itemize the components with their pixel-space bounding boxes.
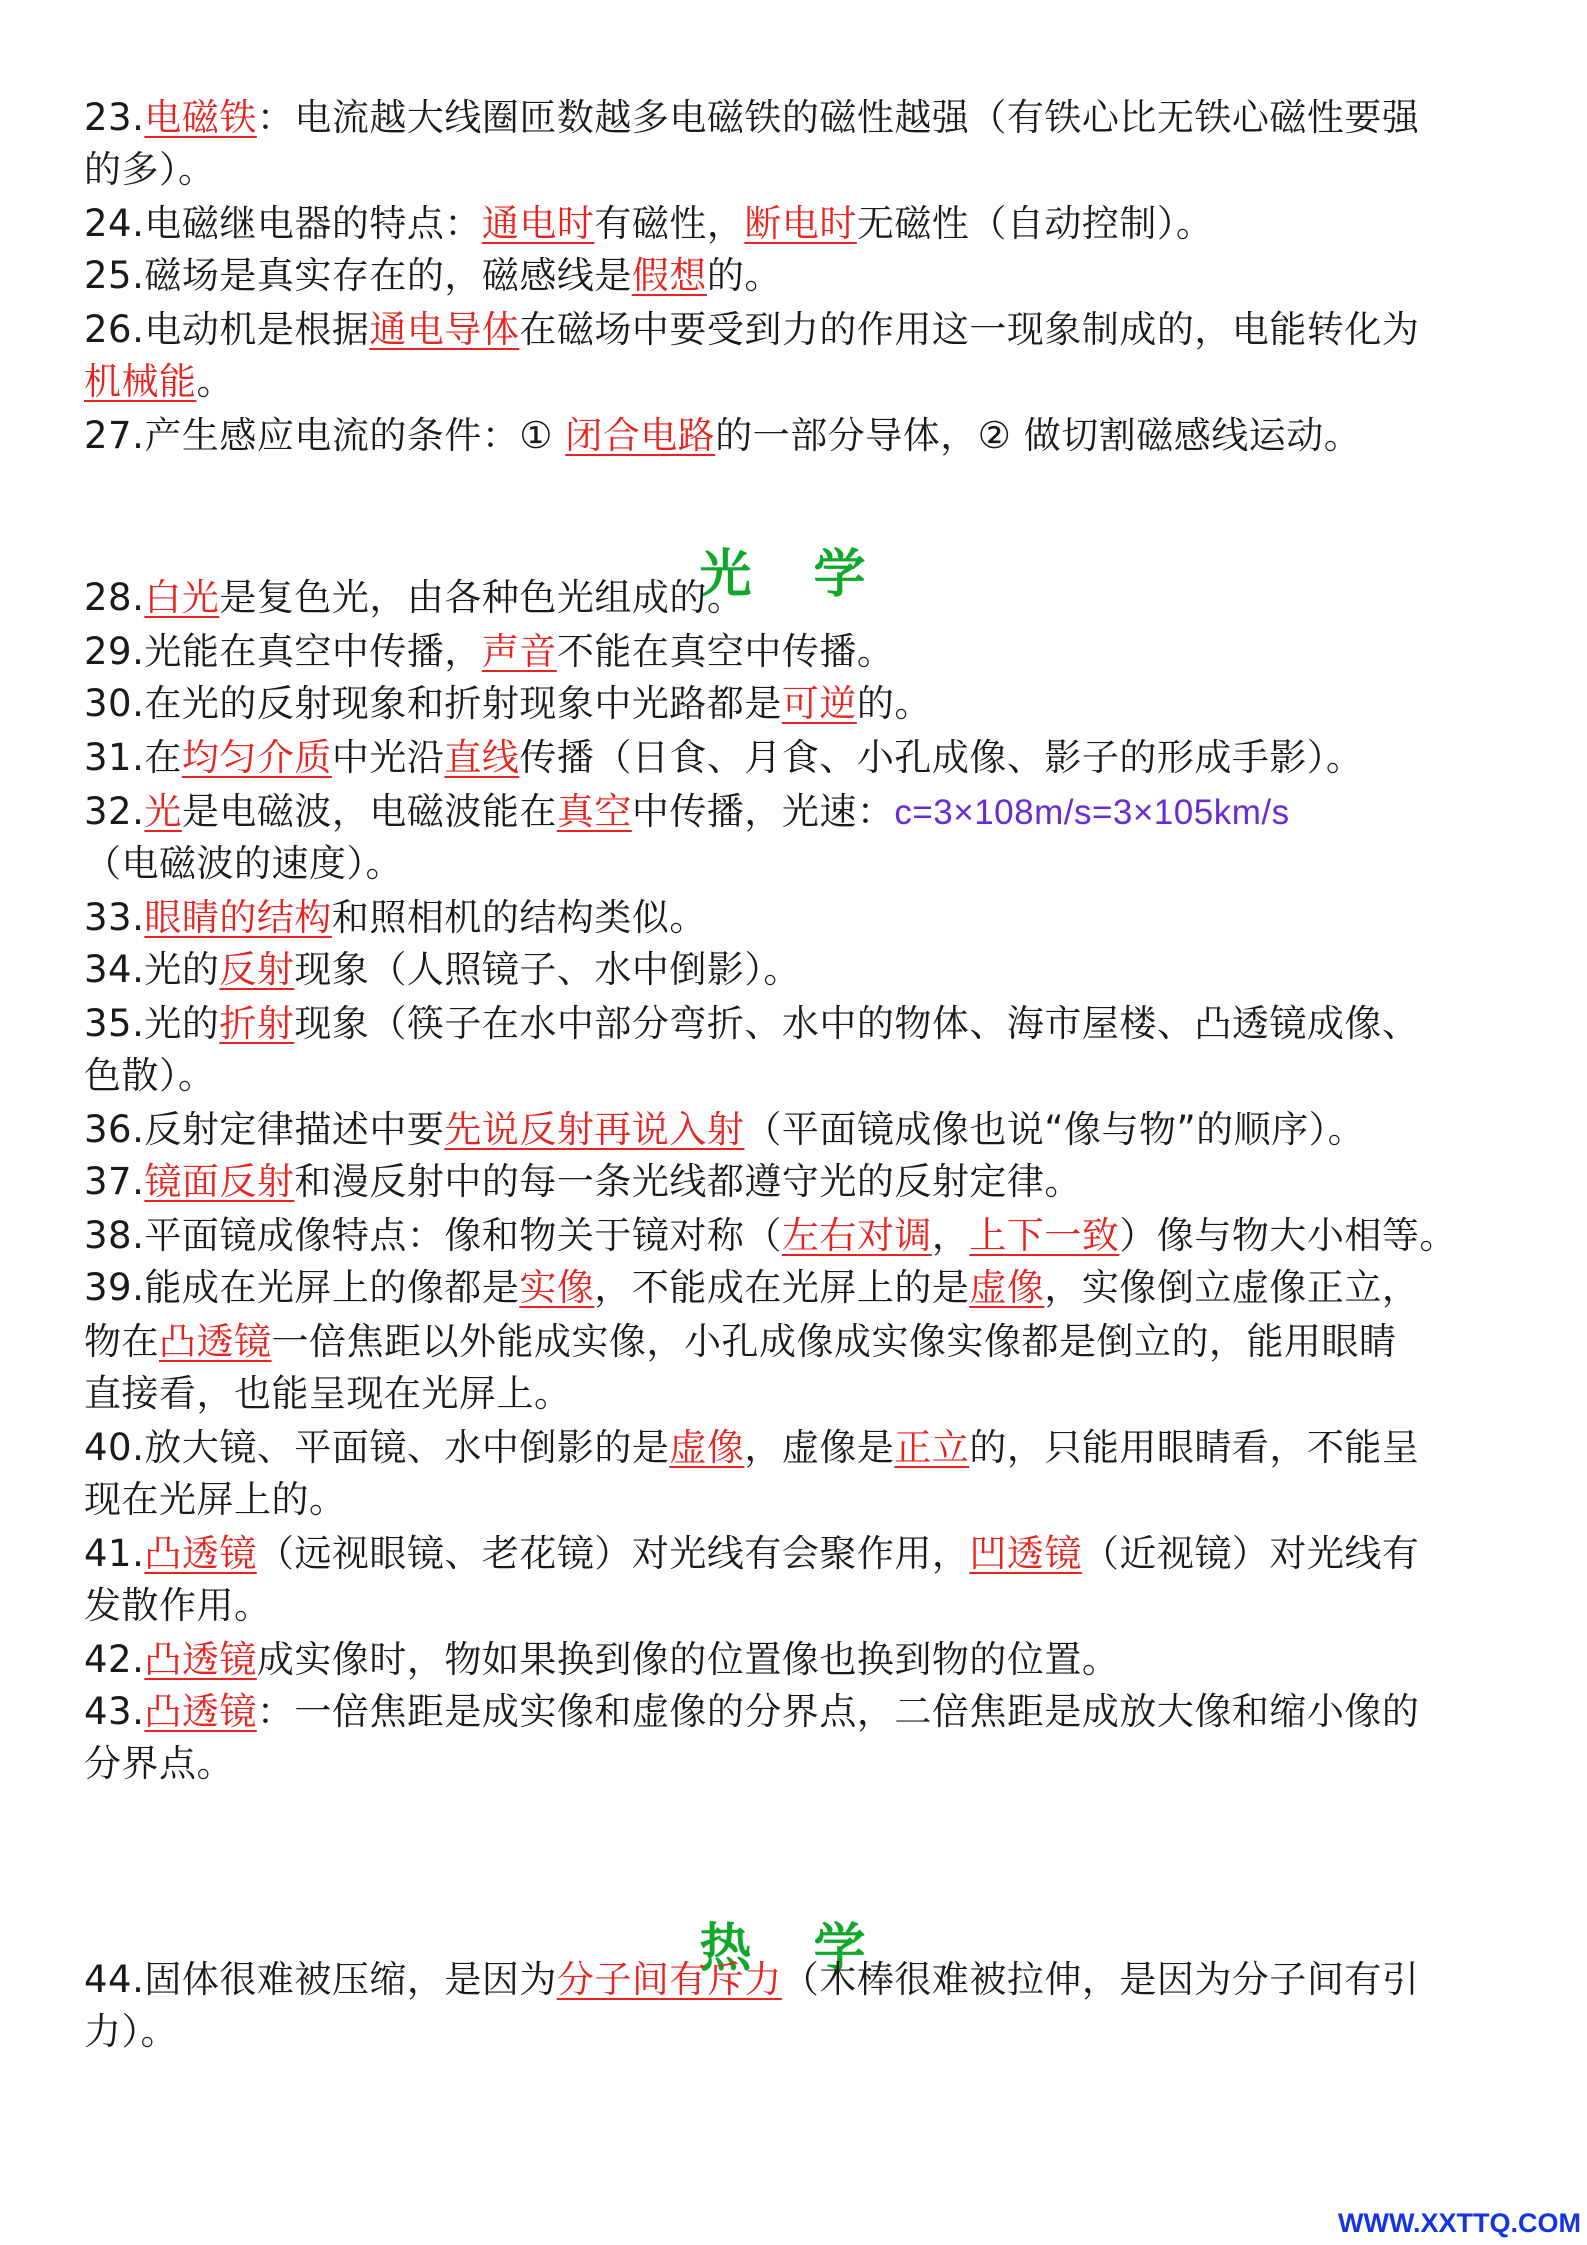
text-segment: 直接看，也能呈现在光屏上。 xyxy=(84,1372,572,1415)
text-segment: 35.光的 xyxy=(84,1002,220,1045)
highlighted-keyword: 凸透镜 xyxy=(159,1320,272,1363)
highlighted-keyword: 正立 xyxy=(894,1426,970,1469)
highlighted-keyword: 折射 xyxy=(219,1002,295,1045)
text-line xyxy=(84,1954,1419,2006)
text-line xyxy=(84,944,801,996)
text-segment: 发散作用。 xyxy=(84,1584,272,1627)
text-line xyxy=(84,732,1363,784)
highlighted-keyword: 机械能 xyxy=(84,360,197,403)
text-segment: 分界点。 xyxy=(84,1742,234,1785)
text-segment: ，虚像是 xyxy=(744,1426,895,1469)
highlighted-keyword: 声音 xyxy=(481,630,557,673)
text-line xyxy=(84,356,234,408)
text-line xyxy=(84,304,1419,356)
section-heading-optics: 光 学 xyxy=(699,544,888,605)
text-segment: 是复色光，由各种色光组成的。 xyxy=(219,576,745,619)
text-segment: ：电流越大线圈匝数越多电磁铁的磁性越强（有铁心比无铁心磁性要强 xyxy=(256,96,1420,139)
highlighted-keyword: 均匀介质 xyxy=(181,736,332,779)
formula-text: c=3×108m/s=3×105km/s xyxy=(894,793,1290,832)
text-line xyxy=(84,1050,216,1102)
highlighted-keyword: 虚像 xyxy=(969,1266,1045,1309)
text-segment: 33. xyxy=(84,896,145,939)
text-segment: 的，只能用眼睛看，不能呈 xyxy=(969,1426,1420,1469)
highlighted-keyword: 分子间有斥力 xyxy=(556,1958,782,2001)
highlighted-keyword: 通电导体 xyxy=(369,308,520,351)
highlighted-keyword: 电磁铁 xyxy=(144,96,257,139)
text-segment: 传播（日食、月食、小孔成像、影子的形成手影）。 xyxy=(519,736,1364,779)
text-line xyxy=(84,1738,234,1790)
text-line xyxy=(84,1210,1457,1262)
highlighted-keyword: 可逆 xyxy=(781,682,857,725)
text-segment: （近视镜）对光线有 xyxy=(1081,1532,1420,1575)
highlighted-keyword: 虚像 xyxy=(669,1426,745,1469)
text-segment: 物在 xyxy=(84,1320,159,1363)
text-segment: 色散）。 xyxy=(84,1054,216,1097)
text-segment: 29.光能在真空中传播， xyxy=(84,630,482,673)
text-segment: 42. xyxy=(84,1638,145,1681)
text-segment: ，实像倒立虚像正立， xyxy=(1044,1266,1420,1309)
site-watermark: WWW.XXTTQ.COM xyxy=(1338,2208,1581,2238)
highlighted-keyword: 通电时 xyxy=(481,202,595,245)
text-segment: 38.平面镜成像特点：像和物关于镜对称（ xyxy=(84,1214,782,1257)
text-segment: 25.磁场是真实存在的，磁感线是 xyxy=(84,254,632,297)
text-line xyxy=(84,1686,1419,1738)
text-segment: 和漫反射中的每一条光线都遵守光的反射定律。 xyxy=(294,1160,1082,1203)
text-line xyxy=(84,1634,1119,1686)
text-segment: 和照相机的结构类似。 xyxy=(331,896,707,939)
text-segment: 的一部分导体，② 做切割磁感线运动。 xyxy=(715,414,1362,457)
text-line xyxy=(84,678,932,730)
highlighted-keyword: 左右对调 xyxy=(781,1214,932,1257)
text-segment: 44.固体很难被压缩，是因为 xyxy=(84,1958,557,2001)
highlighted-keyword: 实像 xyxy=(519,1266,595,1309)
text-segment: 现在光屏上的。 xyxy=(84,1478,347,1521)
text-segment: （电磁波的速度）。 xyxy=(84,842,403,885)
text-segment: 一倍焦距以外能成实像，小孔成像成实像实像都是倒立的，能用眼睛 xyxy=(271,1320,1397,1363)
text-line xyxy=(84,2006,178,2058)
text-segment: 有磁性， xyxy=(594,202,745,245)
text-segment: 43. xyxy=(84,1690,145,1733)
text-line xyxy=(84,838,403,890)
text-segment: 在磁场中要受到力的作用这一现象制成的，电能转化为 xyxy=(519,308,1420,351)
text-line xyxy=(84,1580,272,1632)
text-line xyxy=(84,786,1290,839)
highlighted-keyword: 凹透镜 xyxy=(969,1532,1082,1575)
text-segment: 。 xyxy=(196,360,234,403)
text-segment: 是电磁波，电磁波能在 xyxy=(181,790,557,833)
text-line xyxy=(84,1104,1365,1156)
text-line xyxy=(84,1156,1082,1208)
text-line xyxy=(84,1422,1419,1474)
text-line xyxy=(84,92,1419,144)
text-line xyxy=(84,626,894,678)
highlighted-keyword: 凸透镜 xyxy=(144,1638,257,1681)
text-segment: 中传播，光速： xyxy=(631,790,895,833)
highlighted-keyword: 真空 xyxy=(556,790,632,833)
highlighted-keyword: 反射 xyxy=(219,948,295,991)
text-segment: 40.放大镜、平面镜、水中倒影的是 xyxy=(84,1426,670,1469)
text-segment: （平面镜成像也说“像与物”的顺序）。 xyxy=(744,1108,1366,1151)
text-line xyxy=(84,250,782,302)
text-segment: ：一倍焦距是成实像和虚像的分界点，二倍焦距是成放大像和缩小像的 xyxy=(256,1690,1420,1733)
text-segment: 的多）。 xyxy=(84,148,216,191)
text-line xyxy=(84,1528,1419,1580)
text-segment: 27.产生感应电流的条件：① xyxy=(84,414,566,457)
highlighted-keyword: 假想 xyxy=(631,254,707,297)
text-line xyxy=(84,1368,572,1420)
section-heading-thermal: 热 学 xyxy=(699,1918,888,1979)
highlighted-keyword: 直线 xyxy=(444,736,520,779)
text-segment: 力）。 xyxy=(84,2010,178,2053)
text-segment: ， xyxy=(931,1214,970,1257)
text-segment: 32. xyxy=(84,790,145,833)
highlighted-keyword: 闭合电路 xyxy=(565,414,716,457)
text-segment: 中光沿 xyxy=(331,736,445,779)
text-segment: （远视眼镜、老花镜）对光线有会聚作用， xyxy=(256,1532,970,1575)
text-segment: 成实像时，物如果换到像的位置像也换到物的位置。 xyxy=(256,1638,1120,1681)
text-segment: 的。 xyxy=(856,682,932,725)
text-segment: 41. xyxy=(84,1532,145,1575)
text-line xyxy=(84,410,1361,462)
text-line xyxy=(84,144,216,196)
text-segment: 的。 xyxy=(706,254,782,297)
highlighted-keyword: 断电时 xyxy=(744,202,857,245)
text-segment: 39.能成在光屏上的像都是 xyxy=(84,1266,520,1309)
text-segment: 无磁性（自动控制）。 xyxy=(856,202,1214,245)
highlighted-keyword: 凸透镜 xyxy=(144,1690,257,1733)
text-segment: 31.在 xyxy=(84,736,182,779)
text-segment: 现象（人照镜子、水中倒影）。 xyxy=(294,948,801,991)
text-segment: 24.电磁继电器的特点： xyxy=(84,202,482,245)
text-line xyxy=(84,572,744,624)
highlighted-keyword: 凸透镜 xyxy=(144,1532,257,1575)
text-line xyxy=(84,1262,1419,1314)
text-segment: 30.在光的反射现象和折射现象中光路都是 xyxy=(84,682,782,725)
text-segment: 26.电动机是根据 xyxy=(84,308,370,351)
text-segment: 不能在真空中传播。 xyxy=(556,630,895,673)
text-segment: 现象（筷子在水中部分弯折、水中的物体、海市屋楼、凸透镜成像、 xyxy=(294,1002,1420,1045)
highlighted-keyword: 白光 xyxy=(144,576,220,619)
text-line xyxy=(84,198,1213,250)
text-line xyxy=(84,998,1419,1050)
text-segment: （木棒很难被拉伸，是因为分子间有引 xyxy=(781,1958,1420,2001)
text-line xyxy=(84,1316,1397,1368)
text-segment: 36.反射定律描述中要 xyxy=(84,1108,445,1151)
highlighted-keyword: 眼睛的结构 xyxy=(144,896,332,939)
highlighted-keyword: 上下一致 xyxy=(969,1214,1120,1257)
highlighted-keyword: 光 xyxy=(144,790,182,833)
highlighted-keyword: 先说反射再说入射 xyxy=(444,1108,745,1151)
highlighted-keyword: 镜面反射 xyxy=(144,1160,295,1203)
text-segment: ）像与物大小相等。 xyxy=(1119,1214,1457,1257)
text-segment: 23. xyxy=(84,96,145,139)
text-segment: 28. xyxy=(84,576,145,619)
text-segment: 34.光的 xyxy=(84,948,220,991)
text-segment: 37. xyxy=(84,1160,145,1203)
text-segment: ，不能成在光屏上的是 xyxy=(594,1266,970,1309)
text-line xyxy=(84,892,707,944)
text-line xyxy=(84,1474,347,1526)
